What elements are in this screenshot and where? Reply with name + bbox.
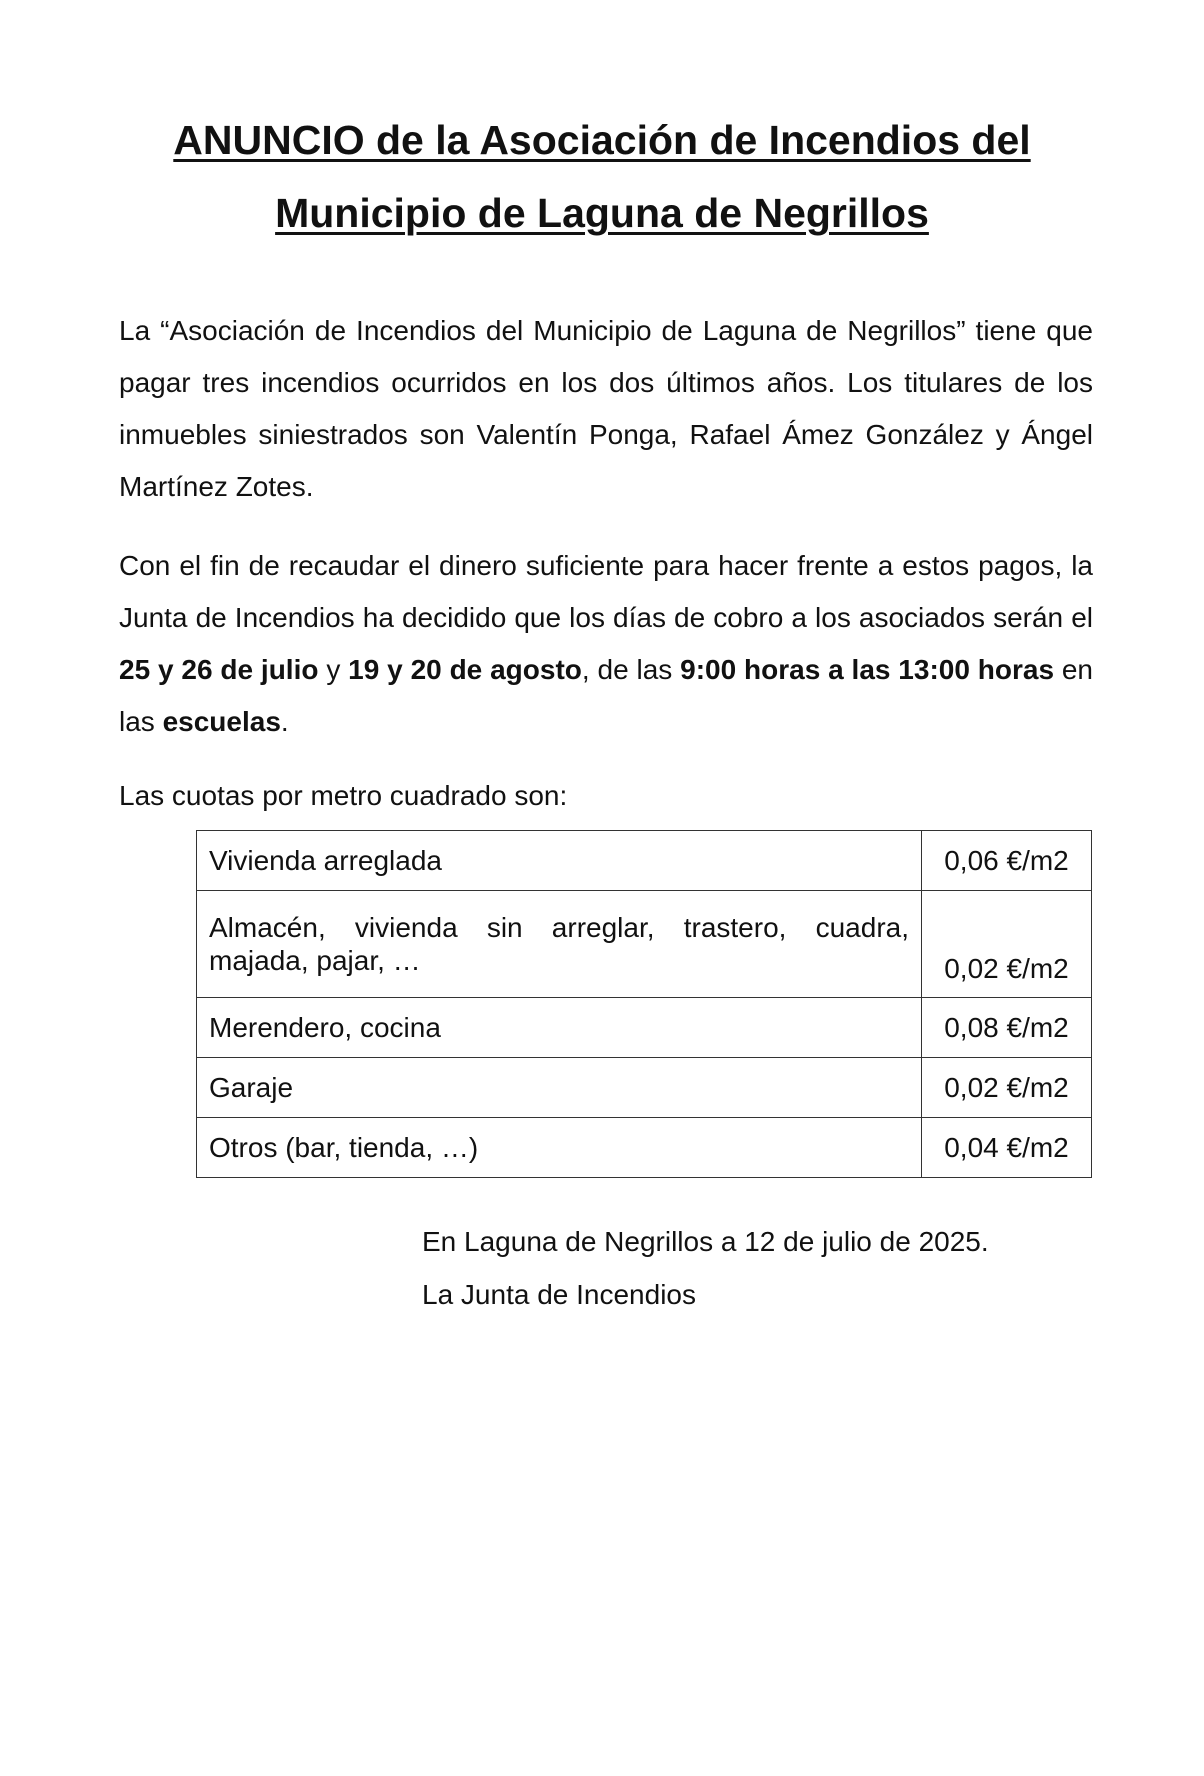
fees-intro: Las cuotas por metro cuadrado son: — [119, 780, 568, 811]
paragraph-text: en las — [119, 654, 1094, 737]
paragraph-text: , de las — [581, 654, 681, 685]
collection-dates-july: 25 y 26 de julio — [119, 654, 319, 685]
table-row — [197, 1118, 1092, 1178]
table-row — [197, 831, 1092, 891]
paragraph-text: y — [318, 654, 349, 685]
fee-price: 0,08 €/m2 — [922, 998, 1092, 1058]
table-row — [197, 891, 1092, 998]
fee-description: Garaje — [197, 1058, 922, 1118]
paragraph-fires: La “Asociación de Incendios del Municipio de Laguna de Negrillos” tiene que pagar tres incendios ocurridos en los dos últimos años. Los titulares de los inmuebles siniestrados son Valentín Ponga, Rafael Ámez González y Ángel Martínez Zotes. — [119, 315, 1093, 502]
fee-price: 0,02 €/m2 — [922, 891, 1092, 998]
collection-place: escuelas — [162, 706, 281, 737]
title-line-2: Municipio de Laguna de Negrillos — [275, 190, 929, 236]
fee-description: Merendero, cocina — [197, 998, 922, 1058]
fee-price: 0,04 €/m2 — [922, 1118, 1092, 1178]
collection-hours: 9:00 horas a las 13:00 horas — [680, 654, 1055, 685]
fees-table — [196, 830, 1092, 1178]
fee-description: Otros (bar, tienda, …) — [197, 1118, 922, 1178]
title-line-1: ANUNCIO de la Asociación de Incendios del — [173, 117, 1031, 163]
collection-dates-august: 19 y 20 de agosto — [348, 654, 582, 685]
fee-description: Almacén, vivienda sin arreglar, trastero, cuadra, majada, pajar, … — [197, 891, 922, 998]
paragraph-text: . — [280, 706, 289, 737]
fee-price: 0,06 €/m2 — [922, 831, 1092, 891]
fee-description: Vivienda arreglada — [197, 831, 922, 891]
table-row — [197, 998, 1092, 1058]
paragraph-collection-days — [119, 540, 1093, 748]
table-row — [197, 1058, 1092, 1118]
paragraph-text: Con el fin de recaudar el dinero suficiente para hacer frente a estos pagos, la Junta de Incendios ha decidido que los días de cobro a los asociados serán el — [119, 550, 1093, 633]
signature-signer: La Junta de Incendios — [422, 1279, 696, 1310]
fee-price: 0,02 €/m2 — [922, 1058, 1092, 1118]
signature-place-date: En Laguna de Negrillos a 12 de julio de 2025. — [422, 1226, 989, 1257]
